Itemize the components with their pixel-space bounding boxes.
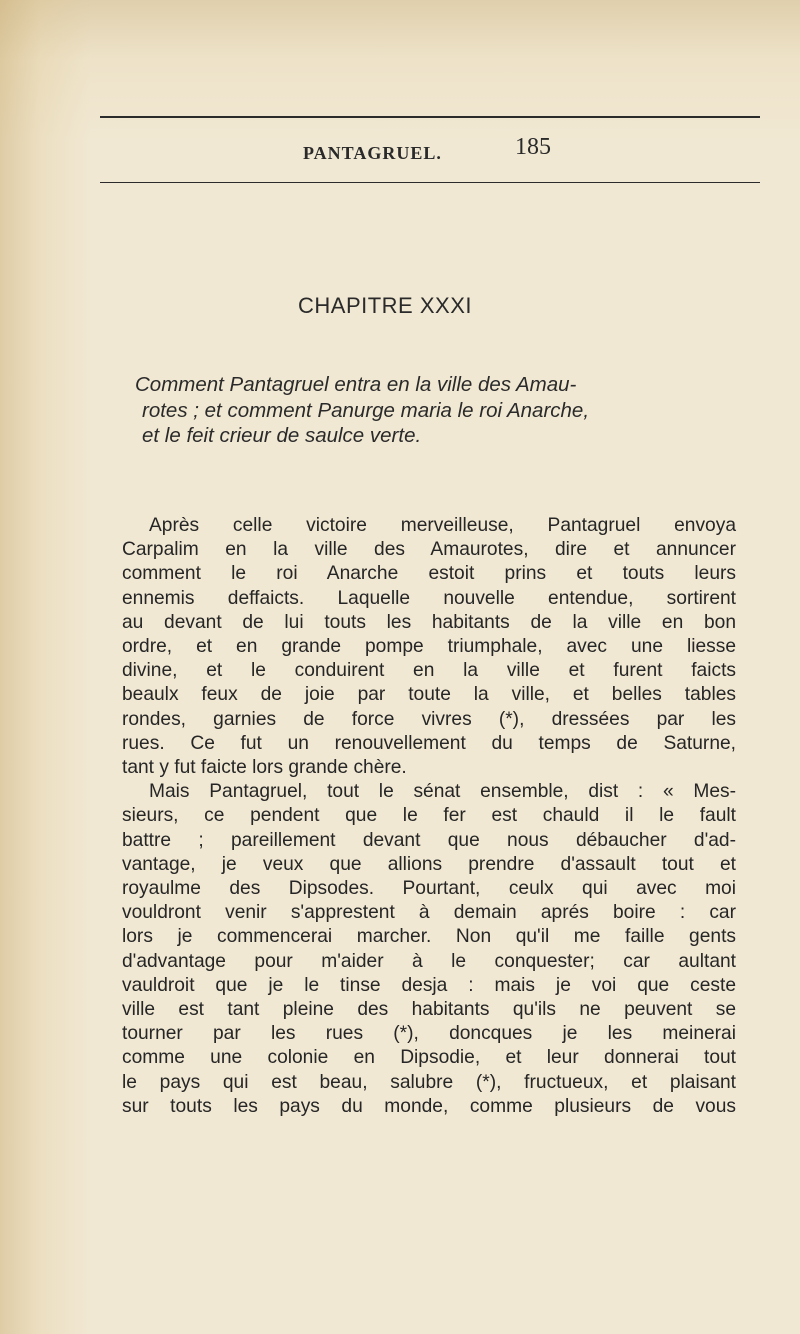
body-line: comment le roi Anarche estoit prins et touts leurs [122,563,736,585]
body-line: tant y fut faicte lors grande chère. [122,757,407,779]
summary-line: rotes ; et comment Panurge maria le roi Anarche, [142,398,590,422]
chapter-title: CHAPITRE XXXI [298,293,472,318]
body-line: royaulme des Dipsodes. Pourtant, ceulx qui avec moi [122,878,736,900]
body-line: le pays qui est beau, salubre (*), fructueux, et plaisant [122,1071,736,1093]
body-line: comme une colonie en Dipsodie, et leur donnerai tout [122,1047,736,1069]
body-line: Mais Pantagruel, tout le sénat ensemble, dist : « Mes- [149,781,736,803]
body-line: au devant de lui touts les habitants de la ville en bon [122,611,736,633]
body-line: ville est tant pleine des habitants qu'ils ne peuvent se [122,999,736,1021]
header-rule-bottom [100,182,760,183]
body-line: d'advantage pour m'aider à le conquester; car aultant [122,950,736,972]
summary-line: et le feit crieur de saulce verte. [142,424,422,447]
body-line: battre ; pareillement devant que nous débaucher d'ad- [122,829,736,851]
body-line: sur touts les pays du monde, comme plusieurs de vous [122,1095,736,1117]
body-line: vauldroit que je le tinse desja : mais je voi que ceste [122,974,736,996]
body-line: vantage, je veux que allions prendre d'assault tout et [122,853,736,875]
body-line: divine, et le conduirent en la ville et furent faicts [122,660,736,682]
body-line: Carpalim en la ville des Amaurotes, dire et annuncer [122,539,736,561]
body-line: tourner par les rues (*), doncques je les meinerai [122,1023,736,1045]
summary-line: Comment Pantagruel entra en la ville des Amau- [135,373,577,396]
body-line: vouldront venir s'apprestent à demain aprés boire : car [122,902,736,924]
body-line: ordre, et en grande pompe triumphale, avec une liesse [122,636,736,658]
body-line: ennemis deffaicts. Laquelle nouvelle entendue, sortirent [122,587,736,609]
body-line: lors je commencerai marcher. Non qu'il me faille gents [122,926,736,948]
body-line: sieurs, ce pendent que le fer est chauld il le fault [122,805,736,827]
body-text [122,514,736,1119]
running-head-title: PANTAGRUEL. [303,143,442,163]
body-line: beaulx feux de joie par toute la ville, et belles tables [122,684,736,706]
running-head [100,116,760,196]
page-number: 185 [515,134,551,160]
body-line: rondes, garnies de force vivres (*), dressées par les [122,708,736,730]
body-line: rues. Ce fut un renouvellement du temps de Saturne, [122,732,736,754]
body-line: Après celle victoire merveilleuse, Pantagruel envoya [149,515,736,536]
header-rule-top [100,116,760,118]
chapter-summary [135,372,735,449]
